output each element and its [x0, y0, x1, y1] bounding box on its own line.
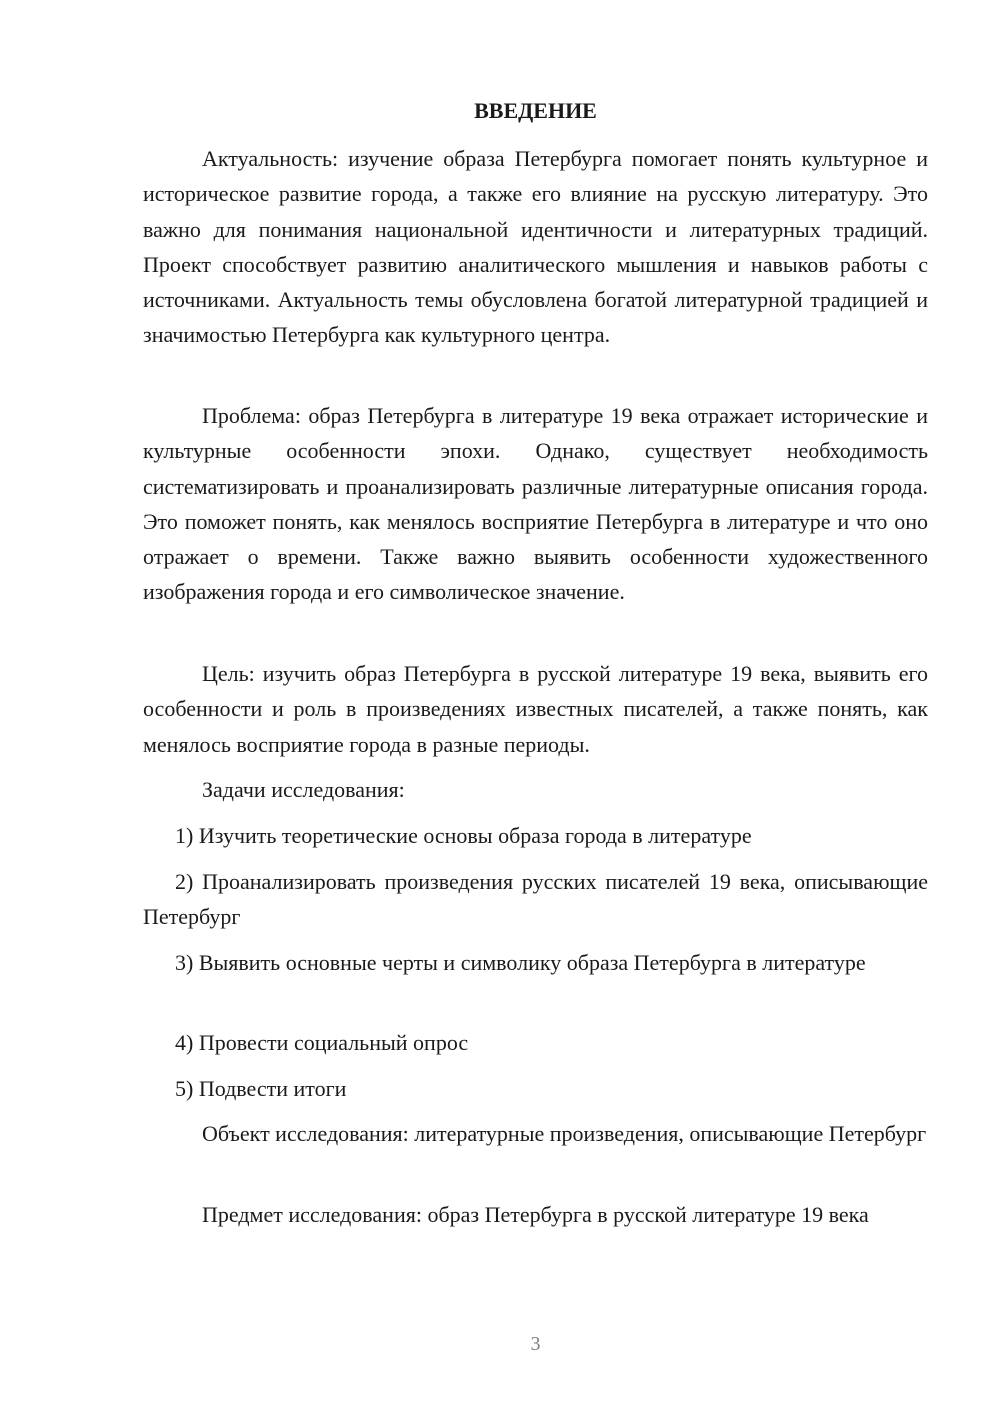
object-paragraph: Объект исследования: литературные произведения, описывающие Петербург: [202, 1121, 927, 1146]
relevance-paragraph: Актуальность: изучение образа Петербурга помогает понять культурное и историческое развитие города, а также его влияние на русскую литературу. Это важно для понимания национальной идентичности и литературных традиций. Проект способствует развитию аналитического мышления и навыков работы с источниками. Актуальность темы обусловлена богатой литературной традицией и значимостью Петербурга как культурного центра.: [143, 146, 928, 348]
task-item-2: 2) Проанализировать произведения русских писателей 19 века, описывающие Петербург: [143, 869, 928, 930]
task-item-1: 1) Изучить теоретические основы образа города в литературе: [175, 823, 752, 848]
task-item-4: 4) Провести социальный опрос: [175, 1030, 469, 1055]
task-item-5: 5) Подвести итоги: [175, 1076, 347, 1101]
tasks-title: Задачи исследования:: [202, 777, 405, 802]
page-number: 3: [530, 1333, 541, 1355]
problem-paragraph: Проблема: образ Петербурга в литературе 19 века отражает исторические и культурные особенности эпохи. Однако, существует необходимость систематизировать и проанализировать различные литературные описания города. Это поможет понять, как менялось восприятие Петербурга в литературе и что оно отражает о времени. Также важно выявить особенности художественного изображения города и его символическое значение.: [143, 403, 928, 605]
document-page: [143, 0, 928, 1414]
subject-paragraph: Предмет исследования: образ Петербурга в русской литературе 19 века: [202, 1202, 869, 1227]
section-heading: ВВЕДЕНИЕ: [474, 98, 597, 123]
task-item-3: 3) Выявить основные черты и символику образа Петербурга в литературе: [175, 950, 866, 975]
goal-paragraph: Цель: изучить образ Петербурга в русской литературе 19 века, выявить его особенности и роль в произведениях известных писателей, а также понять, как менялось восприятие города в разные периоды.: [143, 661, 928, 757]
